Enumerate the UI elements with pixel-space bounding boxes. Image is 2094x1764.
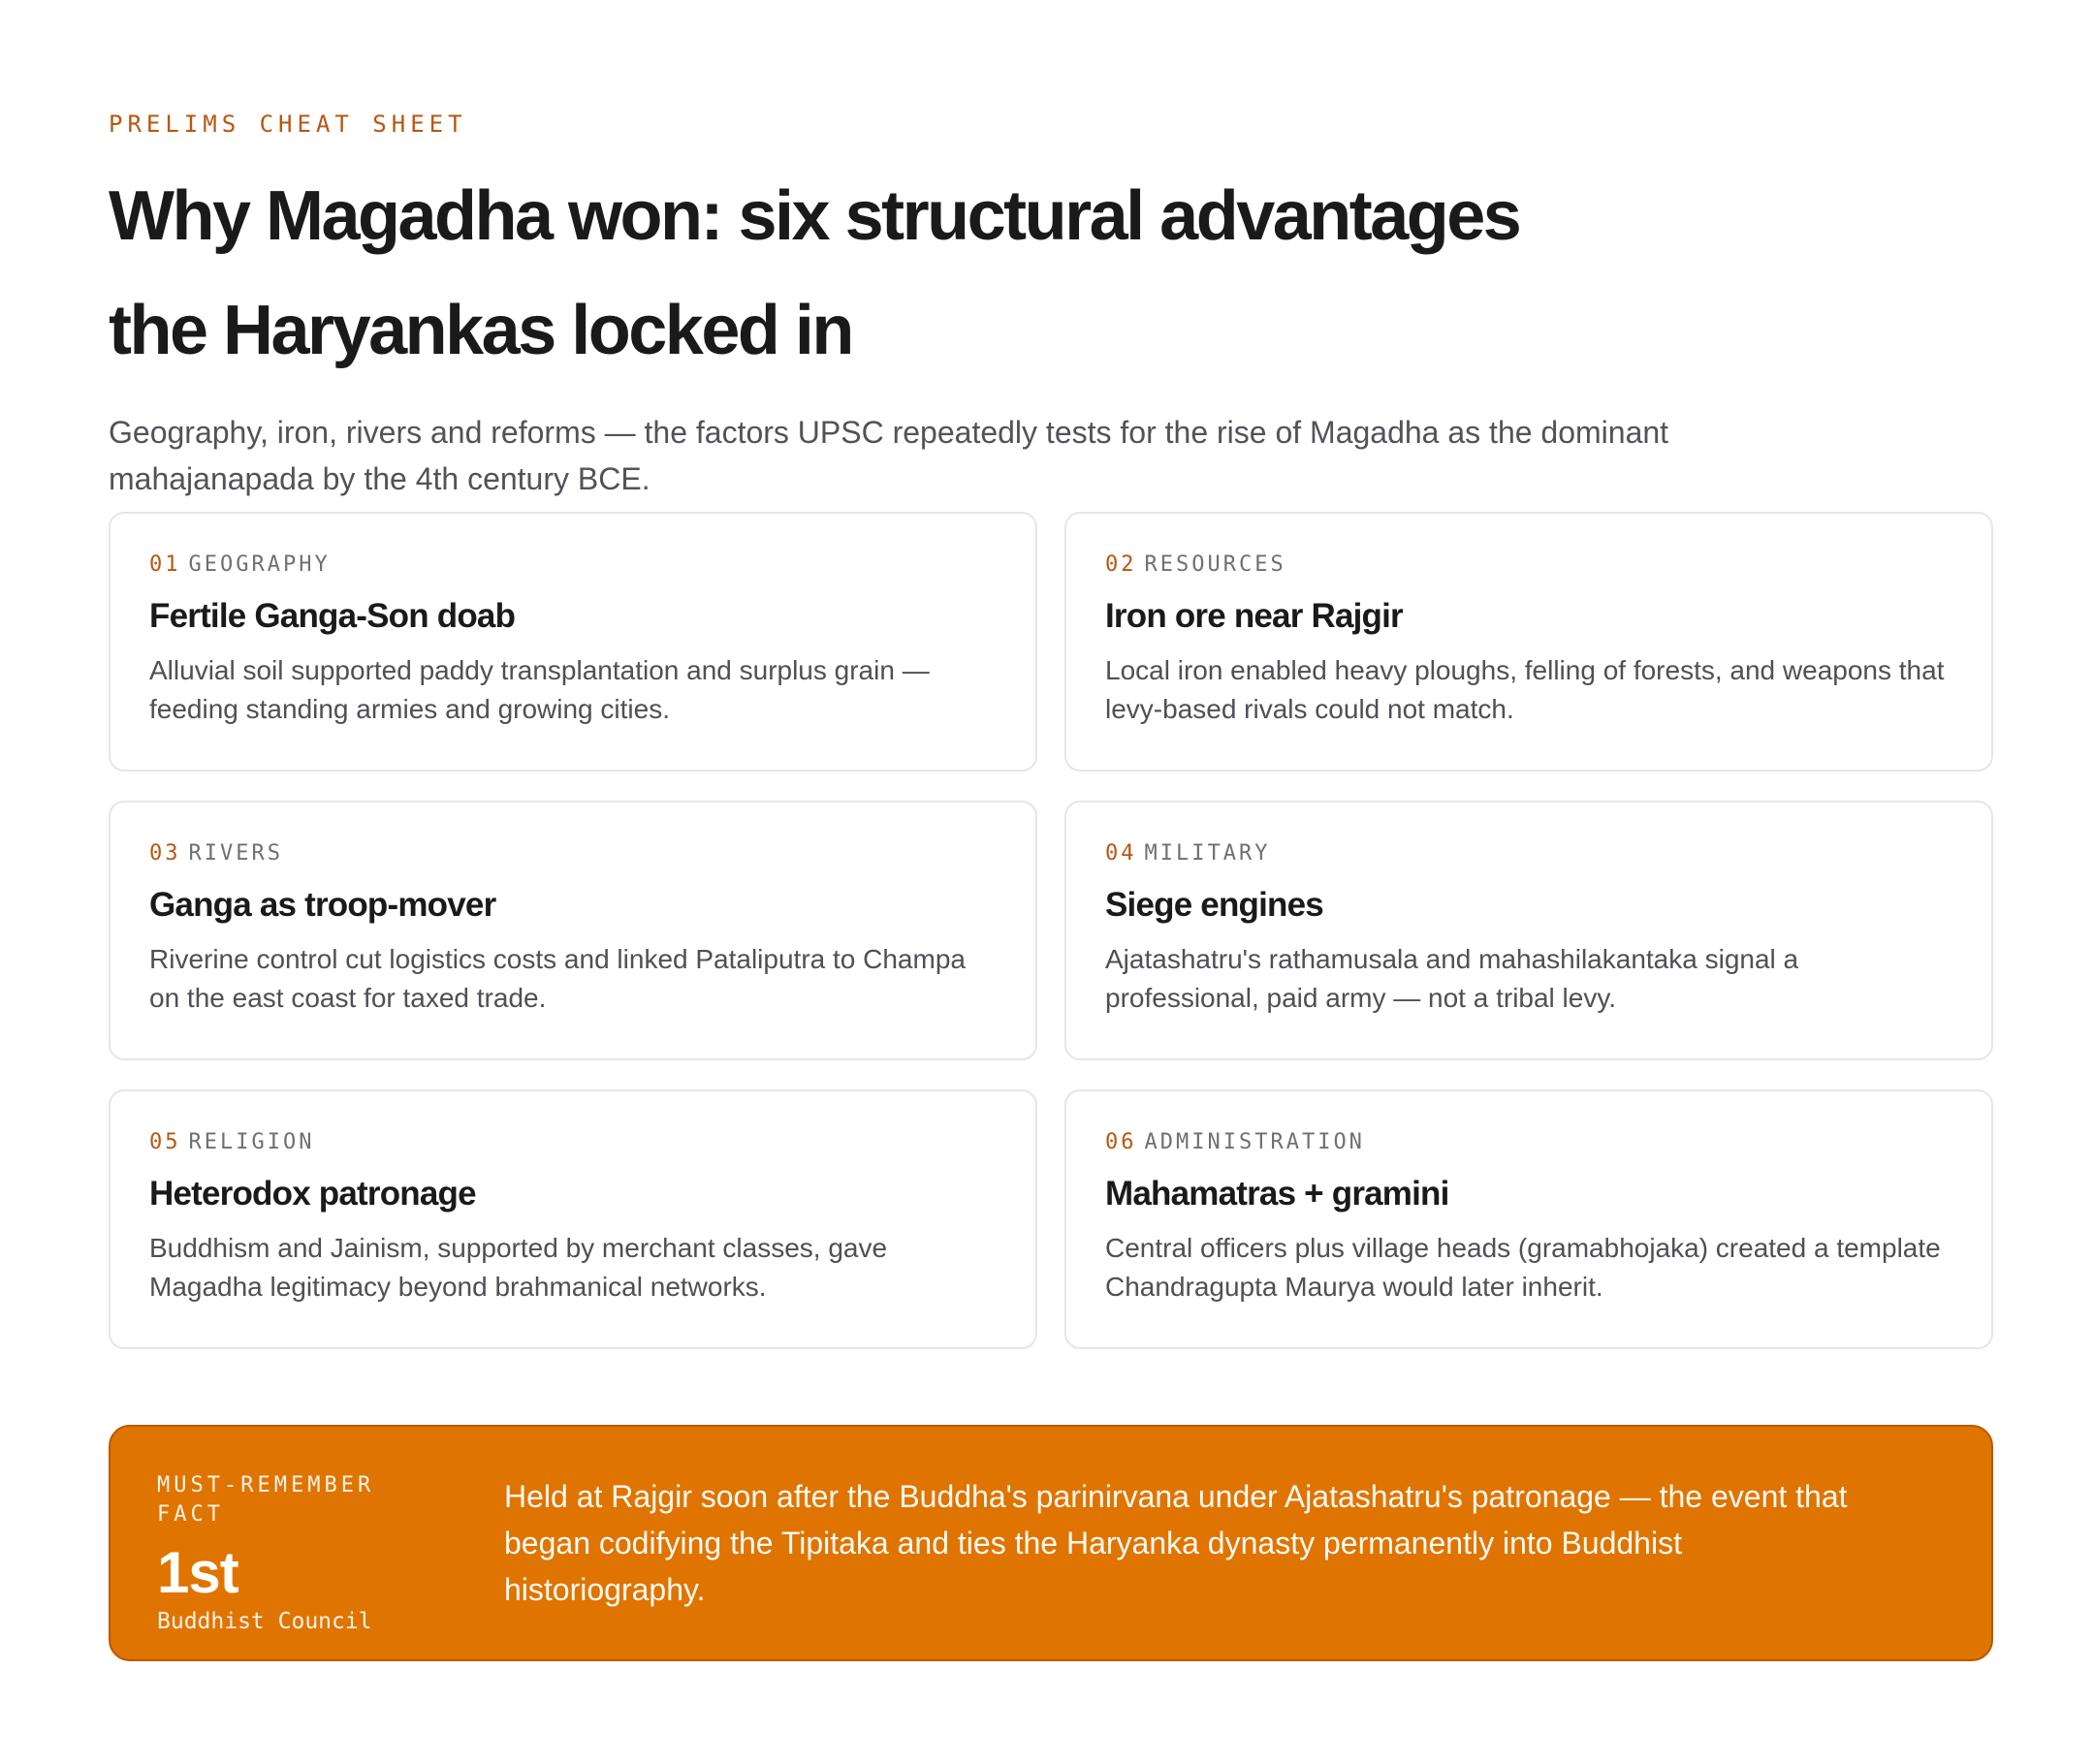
advantage-card-military (1064, 801, 1993, 1060)
card-body: Ajatashatru's rathamusala and mahashilakantaka signal a professional, paid army — not a tribal levy. (1105, 944, 1799, 1013)
card-number: 02 (1105, 552, 1137, 577)
card-body: Central officers plus village heads (gramabhojaka) created a template Chandragupta Maurya would later inherit. (1105, 1233, 1941, 1302)
card-title: Iron ore near Rajgir (1105, 597, 1403, 635)
page-title: Why Magadha won: six structural advantages the Haryankas locked in (109, 177, 1520, 369)
card-title: Siege engines (1105, 886, 1323, 924)
page-subtitle: Geography, iron, rivers and reforms — the factors UPSC repeatedly tests for the rise of Magadha as the dominant mahajanapada by the 4th century BCE. (109, 415, 1669, 496)
card-number: 04 (1105, 841, 1137, 866)
card-number: 06 (1105, 1130, 1137, 1154)
advantages-grid (109, 512, 1993, 1349)
card-title: Mahamatras + gramini (1105, 1175, 1449, 1213)
card-tag (1105, 839, 1952, 868)
card-category: RIVERS (188, 841, 283, 866)
card-tag (149, 839, 997, 868)
advantage-card-religion (109, 1089, 1037, 1349)
card-body: Alluvial soil supported paddy transplantation and surplus grain — feeding standing armies and growing cities. (149, 655, 930, 724)
must-remember-fact-callout (109, 1425, 1993, 1661)
card-number: 05 (149, 1130, 181, 1154)
card-body: Local iron enabled heavy ploughs, felling of forests, and weapons that levy-based rivals could not match. (1105, 655, 1945, 724)
card-tag (149, 551, 997, 580)
fact-label: MUST-REMEMBER FACT (157, 1473, 375, 1527)
card-category: RESOURCES (1144, 552, 1286, 577)
card-category: ADMINISTRATION (1144, 1130, 1365, 1154)
card-number: 01 (149, 552, 181, 577)
advantage-card-resources (1064, 512, 1993, 772)
cheat-sheet-page (109, 109, 1993, 1634)
card-number: 03 (149, 841, 181, 866)
card-title: Fertile Ganga-Son doab (149, 597, 516, 635)
card-category: GEOGRAPHY (188, 552, 331, 577)
card-category: MILITARY (1144, 841, 1271, 866)
advantage-card-geography (109, 512, 1037, 772)
eyebrow-label: PRELIMS CHEAT SHEET (109, 110, 467, 138)
card-body: Riverine control cut logistics costs and linked Pataliputra to Champa on the east coast for taxed trade. (149, 944, 966, 1013)
card-tag (1105, 551, 1952, 580)
card-category: RELIGION (188, 1130, 315, 1154)
fact-highlight: 1st (157, 1540, 238, 1605)
advantage-card-administration (1064, 1089, 1993, 1349)
card-title: Ganga as troop-mover (149, 886, 496, 924)
card-tag (149, 1128, 997, 1157)
fact-highlight-caption: Buddhist Council (157, 1609, 372, 1634)
card-tag (1105, 1128, 1952, 1157)
card-body: Buddhism and Jainism, supported by merchant classes, gave Magadha legitimacy beyond brahmanical networks. (149, 1233, 888, 1302)
fact-summary (157, 1471, 448, 1636)
fact-description: Held at Rajgir soon after the Buddha's parinirvana under Ajatashatru's patronage — the event that began codifying the Tipitaka and ties the Haryanka dynasty permanently into Buddhist historiography. (504, 1479, 1848, 1607)
card-title: Heterodox patronage (149, 1175, 476, 1213)
advantage-card-rivers (109, 801, 1037, 1060)
